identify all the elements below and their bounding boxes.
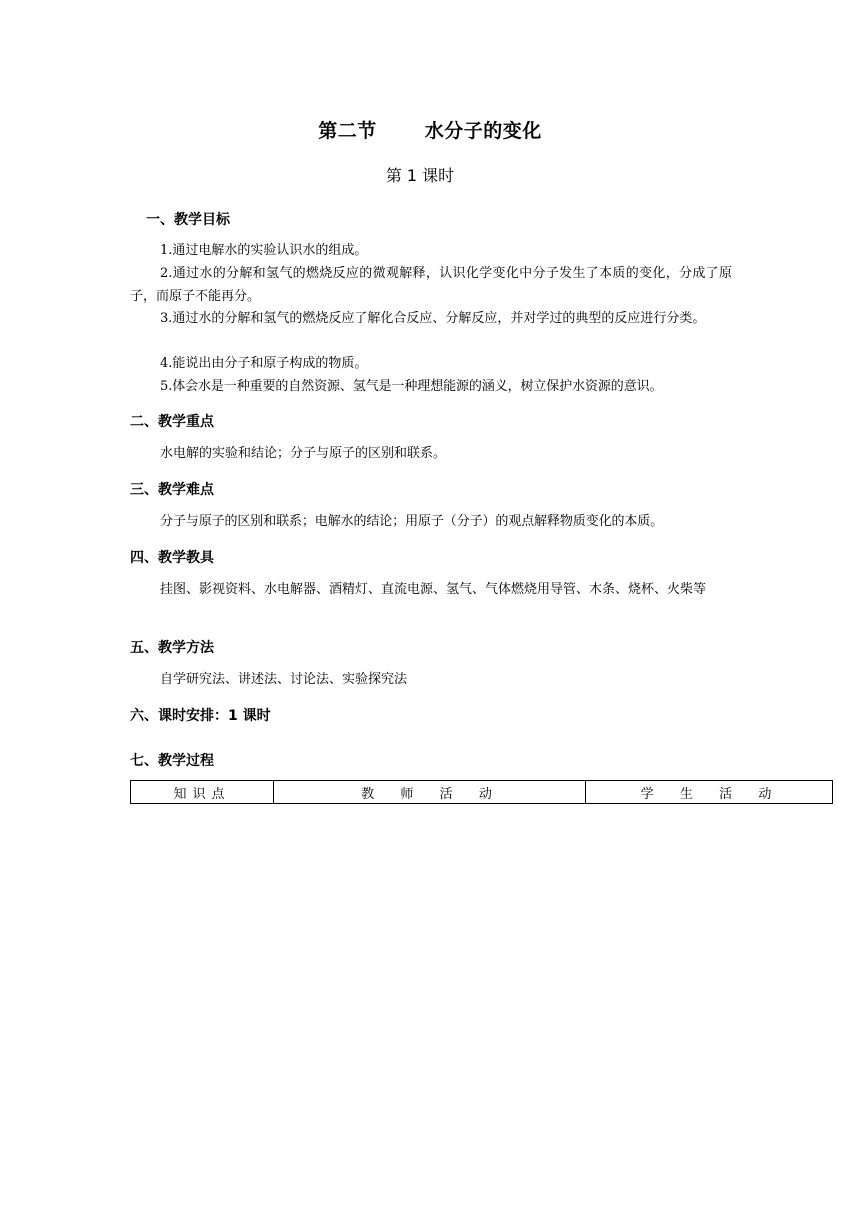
heading-key-points: 二、教学重点 <box>130 414 214 430</box>
heading-methods: 五、教学方法 <box>130 640 214 656</box>
table-header-knowledge: 知识点 <box>131 781 274 804</box>
title-part2: 水分子的变化 <box>424 120 542 142</box>
heading-objectives: 一、教学目标 <box>146 212 230 228</box>
title-part1: 第二节 <box>318 120 377 142</box>
heading-difficulties: 三、教学难点 <box>130 482 214 498</box>
key-points-text: 水电解的实验和结论；分子与原子的区别和联系。 <box>160 446 447 461</box>
difficulties-text: 分子与原子的区别和联系；电解水的结论；用原子（分子）的观点解释物质变化的本质。 <box>160 514 664 529</box>
teaching-aids-text: 挂图、影视资料、水电解器、酒精灯、直流电源、氢气、气体燃烧用导管、木条、烧杯、火柴等 <box>160 582 707 597</box>
objective-2: 2.通过水的分解和氢气的燃烧反应的微观解释，认识化学变化中分子发生了本质的变化，分成了原子，而原子不能再分。 <box>130 266 732 304</box>
process-table <box>130 780 833 804</box>
table-header-row <box>131 781 833 804</box>
methods-text: 自学研究法、讲述法、讨论法、实验探究法 <box>160 672 408 687</box>
objective-4: 4.能说出由分子和原子构成的物质。 <box>160 356 368 371</box>
objective-1: 1.通过电解水的实验认识水的组成。 <box>160 243 368 258</box>
table-header-teacher: 教 师 活 动 <box>274 781 586 804</box>
page-title <box>0 116 860 143</box>
objective-3: 3.通过水的分解和氢气的燃烧反应了解化合反应、分解反应，并对学过的典型的反应进行分类。 <box>160 311 706 326</box>
page-subtitle: 第 1 课时 <box>385 166 455 185</box>
heading-teaching-aids: 四、教学教具 <box>130 550 214 566</box>
heading-process: 七、教学过程 <box>130 753 214 769</box>
table-header-student: 学 生 活 动 <box>586 781 833 804</box>
objective-5: 5.体会水是一种重要的自然资源、氢气是一种理想能源的涵义，树立保护水资源的意识。 <box>160 379 663 394</box>
heading-schedule: 六、课时安排：1 课时 <box>130 708 271 724</box>
